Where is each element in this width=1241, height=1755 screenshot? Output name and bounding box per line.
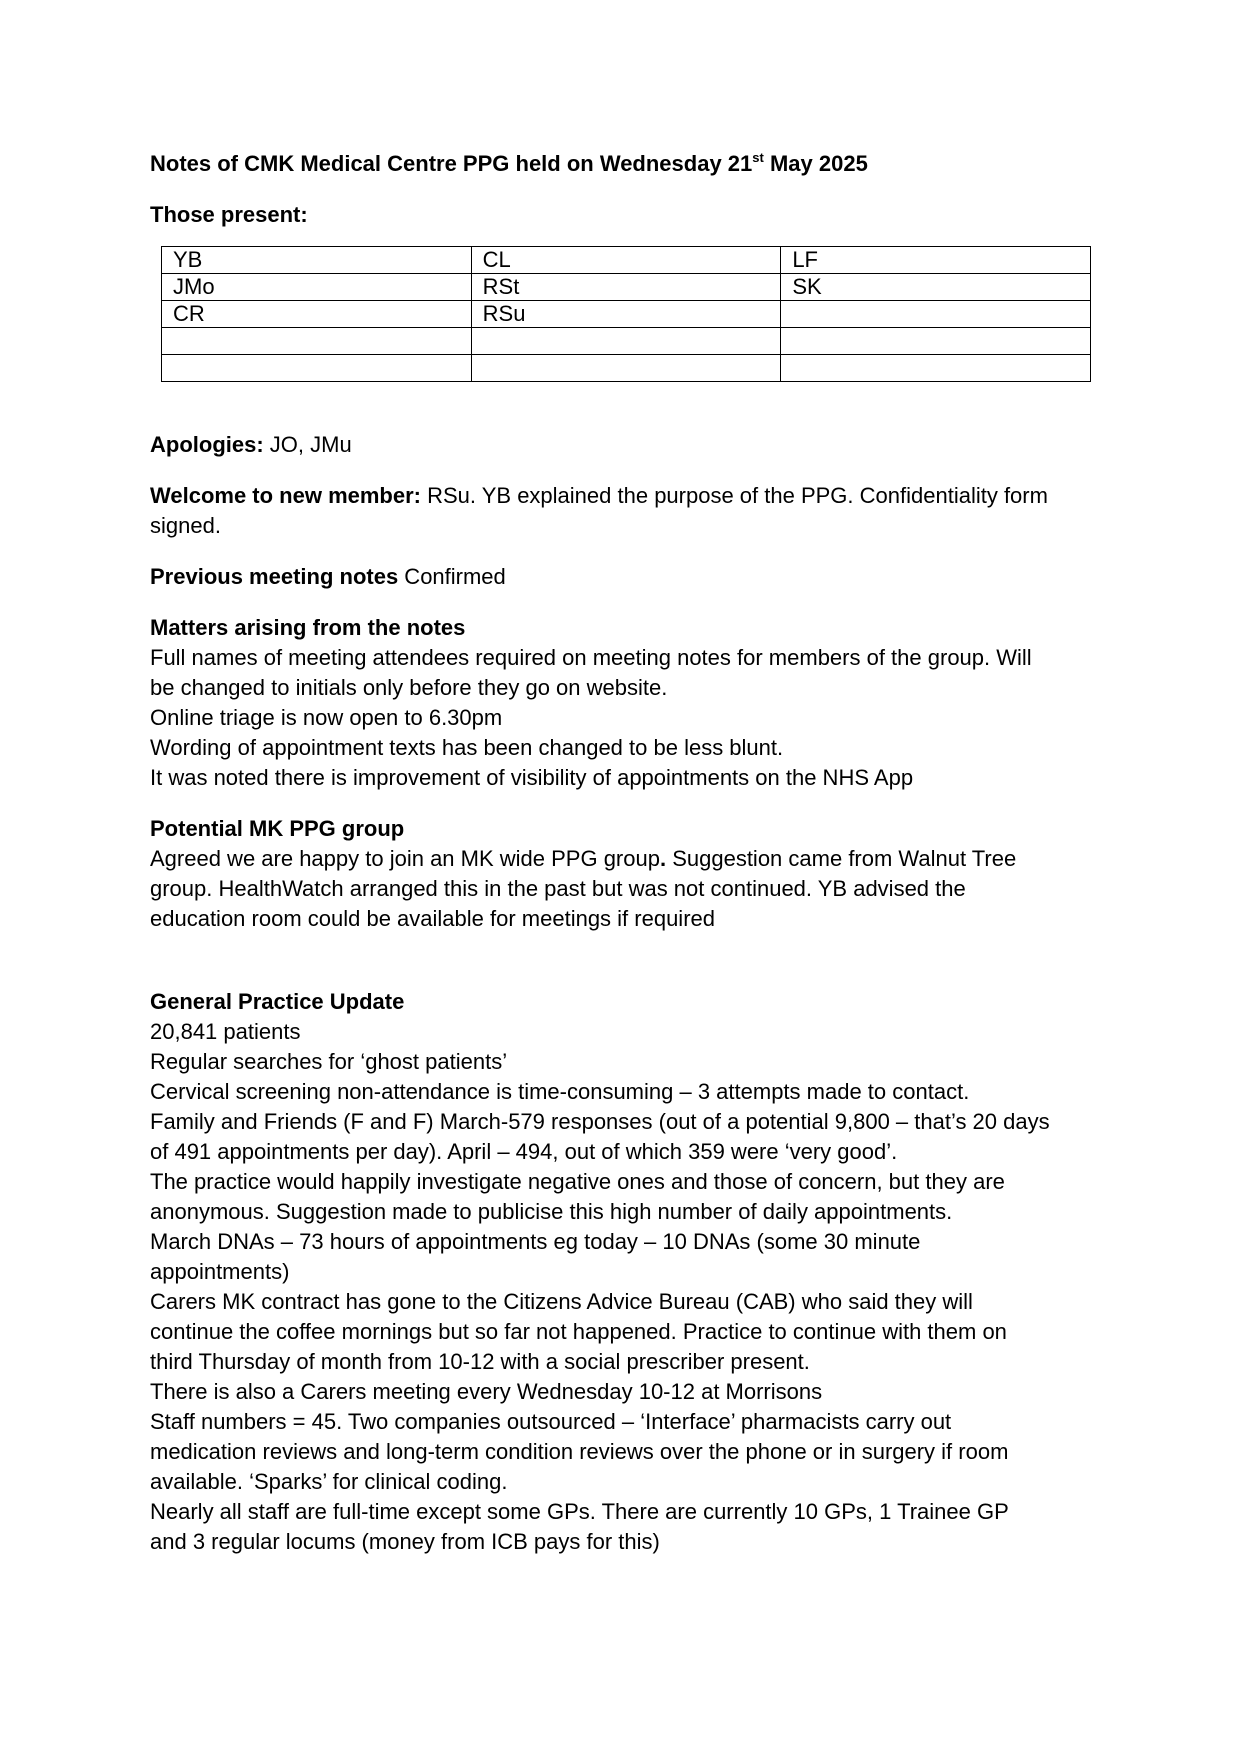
general-line: Nearly all staff are full-time except some GPs. There are currently 10 GPs, 1 Trainee GP bbox=[150, 1499, 1009, 1524]
table-row bbox=[162, 247, 1091, 274]
table-cell bbox=[162, 328, 472, 355]
general-line: Staff numbers = 45. Two companies outsourced – ‘Interface’ pharmacists carry out bbox=[150, 1409, 952, 1434]
table-row bbox=[162, 328, 1091, 355]
matters-arising-heading: Matters arising from the notes bbox=[150, 615, 466, 640]
matters-arising-section bbox=[150, 613, 1090, 793]
table-cell: YB bbox=[162, 247, 472, 274]
table-cell bbox=[162, 355, 472, 382]
previous-notes-text: Confirmed bbox=[398, 564, 506, 589]
table-cell: CR bbox=[162, 301, 472, 328]
welcome-line: signed. bbox=[150, 513, 221, 538]
matters-line: Wording of appointment texts has been changed to be less blunt. bbox=[150, 735, 784, 760]
general-line: Family and Friends (F and F) March-579 responses (out of a potential 9,800 – that’s 20 days bbox=[150, 1109, 1050, 1134]
meeting-notes bbox=[150, 149, 1090, 1557]
general-update-section bbox=[150, 987, 1090, 1557]
title-date-text: May 2025 bbox=[763, 151, 868, 176]
general-line: There is also a Carers meeting every Wednesday 10-12 at Morrisons bbox=[150, 1379, 823, 1404]
welcome-section bbox=[150, 481, 1090, 541]
attendees-table bbox=[161, 246, 1091, 382]
previous-notes-section bbox=[150, 562, 1090, 592]
table-cell bbox=[781, 355, 1091, 382]
table-cell bbox=[471, 328, 781, 355]
table-cell: JMo bbox=[162, 274, 472, 301]
title-ordinal-suffix: st bbox=[752, 150, 764, 165]
table-row bbox=[162, 301, 1091, 328]
potential-group-heading: Potential MK PPG group bbox=[150, 816, 405, 841]
general-line: March DNAs – 73 hours of appointments eg today – 10 DNAs (some 30 minute bbox=[150, 1229, 921, 1254]
potential-group-section bbox=[150, 814, 1090, 934]
potential-line: education room could be available for meetings if required bbox=[150, 906, 715, 931]
general-line: Cervical screening non-attendance is time-consuming – 3 attempts made to contact. bbox=[150, 1079, 970, 1104]
table-cell: LF bbox=[781, 247, 1091, 274]
potential-line bbox=[150, 844, 1090, 874]
table-cell bbox=[781, 328, 1091, 355]
matters-line: be changed to initials only before they go on website. bbox=[150, 675, 668, 700]
table-row bbox=[162, 274, 1091, 301]
general-line: Regular searches for ‘ghost patients’ bbox=[150, 1049, 508, 1074]
those-present-heading: Those present: bbox=[150, 202, 308, 227]
apologies-label: Apologies: bbox=[150, 432, 264, 457]
matters-line: Full names of meeting attendees required on meeting notes for members of the group. Will bbox=[150, 645, 1032, 670]
general-line: medication reviews and long-term condition reviews over the phone or in surgery if room bbox=[150, 1439, 1009, 1464]
potential-line-start: Agreed we are happy to join an MK wide PPG group bbox=[150, 846, 660, 871]
document-title bbox=[150, 149, 1090, 179]
table-cell bbox=[471, 355, 781, 382]
welcome-line bbox=[150, 481, 1090, 511]
table-cell: RSt bbox=[471, 274, 781, 301]
table-cell: SK bbox=[781, 274, 1091, 301]
table-row bbox=[162, 355, 1091, 382]
matters-line: It was noted there is improvement of visibility of appointments on the NHS App bbox=[150, 765, 914, 790]
potential-line-end: Suggestion came from Walnut Tree bbox=[666, 846, 1017, 871]
previous-notes-label: Previous meeting notes bbox=[150, 564, 399, 589]
general-line: anonymous. Suggestion made to publicise this high number of daily appointments. bbox=[150, 1199, 953, 1224]
matters-line: Online triage is now open to 6.30pm bbox=[150, 705, 503, 730]
general-line: 20,841 patients bbox=[150, 1019, 301, 1044]
general-line: The practice would happily investigate negative ones and those of concern, but they are bbox=[150, 1169, 1005, 1194]
general-line: available. ‘Sparks’ for clinical coding. bbox=[150, 1469, 508, 1494]
table-cell bbox=[781, 301, 1091, 328]
table-cell: CL bbox=[471, 247, 781, 274]
general-line: appointments) bbox=[150, 1259, 290, 1284]
general-line: Carers MK contract has gone to the Citizens Advice Bureau (CAB) who said they will bbox=[150, 1289, 973, 1314]
apologies-section bbox=[150, 430, 1090, 460]
apologies-text: JO, JMu bbox=[263, 432, 352, 457]
general-line: of 491 appointments per day). April – 494, out of which 359 were ‘very good’. bbox=[150, 1139, 898, 1164]
general-line: continue the coffee mornings but so far not happened. Practice to continue with them on bbox=[150, 1319, 1007, 1344]
title-text: Notes of CMK Medical Centre PPG held on Wednesday 21 bbox=[150, 151, 753, 176]
general-line: and 3 regular locums (money from ICB pays for this) bbox=[150, 1529, 660, 1554]
general-update-heading: General Practice Update bbox=[150, 989, 405, 1014]
welcome-text: RSu. YB explained the purpose of the PPG. Confidentiality form bbox=[421, 483, 1048, 508]
welcome-label: Welcome to new member: bbox=[150, 483, 421, 508]
potential-line-period: . bbox=[659, 846, 667, 871]
general-line: third Thursday of month from 10-12 with a social prescriber present. bbox=[150, 1349, 810, 1374]
potential-line: group. HealthWatch arranged this in the past but was not continued. YB advised the bbox=[150, 876, 966, 901]
table-cell: RSu bbox=[471, 301, 781, 328]
